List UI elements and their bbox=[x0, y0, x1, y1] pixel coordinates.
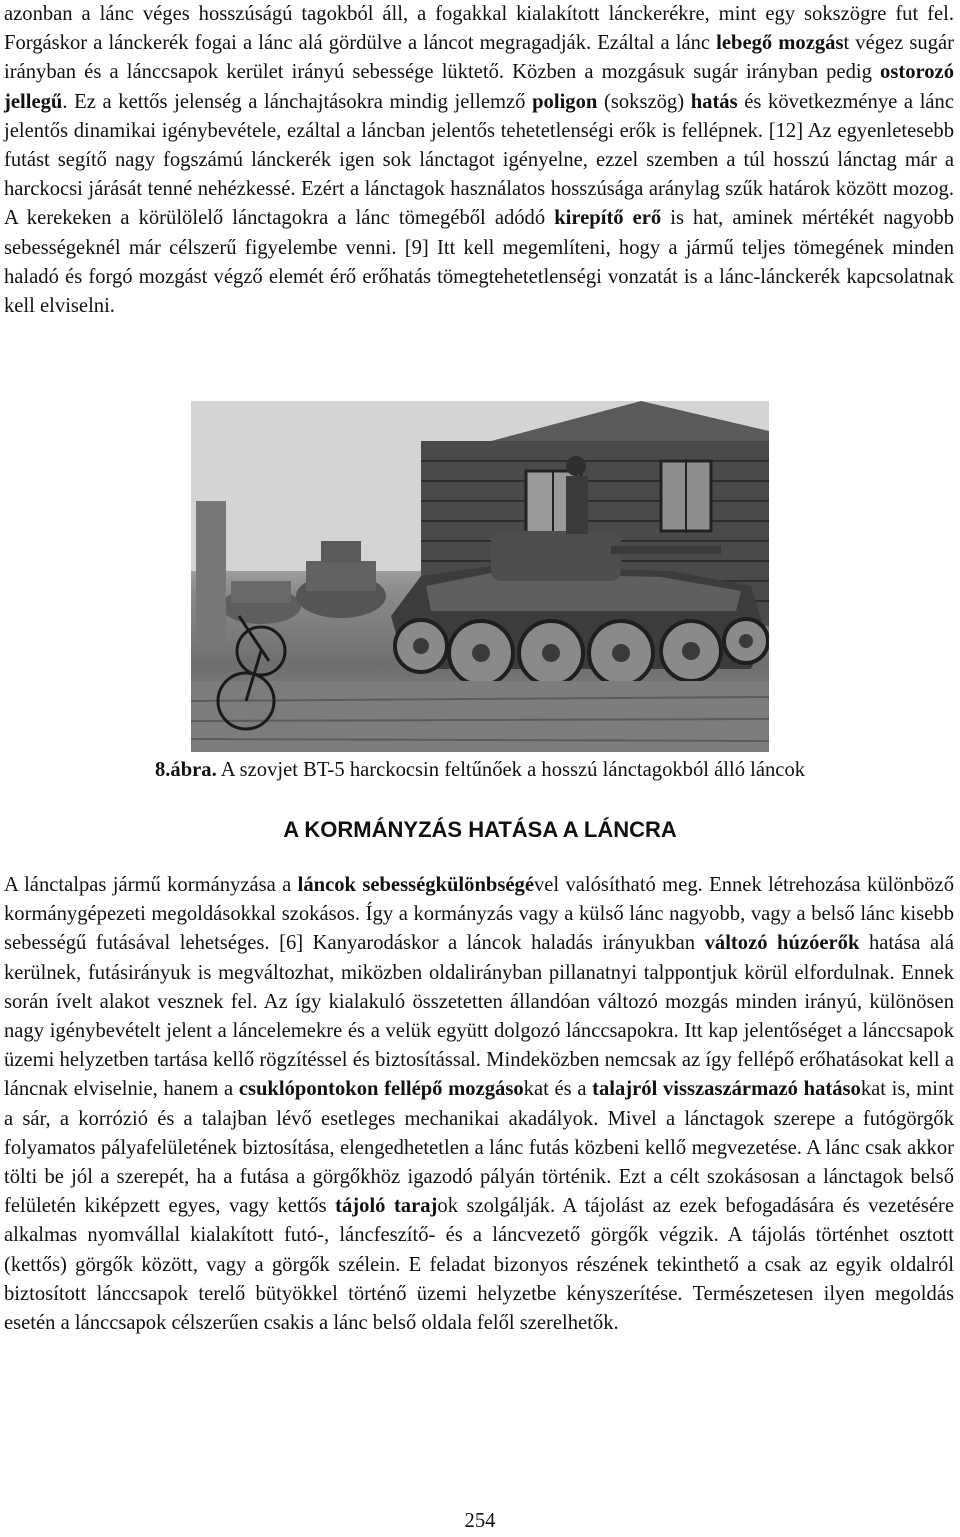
emphasized-term: poligon bbox=[532, 90, 598, 113]
emphasized-term: láncok sebességkülönbségé bbox=[297, 874, 534, 896]
emphasized-term: ostorozó jellegű bbox=[4, 61, 954, 113]
figure-label: 8.ábra. bbox=[154, 759, 217, 781]
section-heading: A KORMÁNYZÁS HATÁSA A LÁNCRA bbox=[283, 817, 677, 842]
figure-photo-bt5-tanks bbox=[191, 401, 769, 752]
text-run: kat is, mint a sár, a korrózió és a talajban lévő esetleges mechanikai akadályok. Mivel a lánctagok szerepe a futógörgők folyamatos pályafelületének biztosítása, elengedhetetlen a lánc futás közbeni kellő megvezetése. A lánc csak akkor tölti be jól a szerepét, ha a futása a görgőkhöz igazodó pályán történik. Ezt a célt szokásosan a lánctagok belső felületén kiképzett egyes, vagy kettős bbox=[4, 1078, 954, 1218]
figure-caption-text: A szovjet BT-5 harckocsin feltűnőek a hosszú lánctagokból álló láncok bbox=[216, 759, 806, 781]
text-run: és következménye a lánc jelentős dinamikai igénybevétele, ezáltal a láncban jelentős tehetetlenségi erők is fellépnek. [12] Az egyenletesebb futást segítő nagy fogszámú lánckerék igen sok lánctagot igényelne, ezzel szemben a túl hosszú lánctag már a harckocsi járását tenné nehézkessé. Ezért a lánctagok használatos hosszúsága aránylag szűk határok között mozog. A kerekeken a körülölelő lánctagokra a lánc tömegéből adódó bbox=[4, 90, 954, 230]
emphasized-term: csuklópontokon fellépő mozgáso bbox=[238, 1078, 524, 1101]
text-run: vel valósítható meg. Ennek létrehozása különböző kormánygépezeti megoldásokkal szokásos. Így a kormányzás vagy a külső lánc nagyobb, vagy a belső lánc kisebb sebességű futásával lehetséges. [6] Kanyarodáskor a láncok haladás irányukban bbox=[4, 874, 954, 955]
text-run: azonban a lánc véges hosszúságú tagokból áll, a fogakkal kialakított lánckerékre, mint egy sokszögre fut fel. Forgáskor a lánckerék fogai a lánc alá gördülve a láncot megragadják. Ezáltal a lánc bbox=[4, 3, 954, 55]
emphasized-term: tájoló taraj bbox=[335, 1195, 438, 1218]
emphasized-term: kirepítő erő bbox=[554, 207, 662, 230]
emphasized-term: hatás bbox=[690, 90, 738, 113]
text-run: A lánctalpas jármű kormányzása a bbox=[4, 874, 298, 896]
photo-illustration bbox=[191, 401, 769, 752]
text-run: ok szolgálják. A tájolást az ezek befogadására és vezetésére alkalmas nyomvállal kialakított futó-, láncfeszítő- és a láncvezető görgők végzik. A tájolás történhet osztott (kettős) görgők között, vagy a görgők szélein. E feladat bizonyos részének tekinthető a csak az egyik oldalról biztosított lánccsapok terelő bütyökkel történő üzemi helyzetbe kényszerítése. Természetesen ilyen megoldás esetén a lánccsapok célszerűen csakis a lánc belső oldala felől szerelhetők. bbox=[4, 1195, 954, 1335]
emphasized-term: lebegő mozgás bbox=[716, 32, 844, 55]
text-run: is hat, aminek mértékét nagyobb sebességeknél már célszerű figyelembe venni. [9] Itt kell megemlíteni, hogy a jármű teljes tömegének minden haladó és forgó mozgást végző elemét érő erőhatás tömegtehetetlenségi vonzatát is a lánc-lánckerék kapcsolatnak kell elviselni. bbox=[4, 207, 955, 318]
text-run: . Ez a kettős jelenség a lánchajtásokra mindig jellemző bbox=[62, 90, 533, 113]
paragraph-2 bbox=[4, 871, 954, 1338]
text-run: t végez sugár irányban és a lánccsapok kerület irányú sebessége lüktető. Közben a mozgásuk sugár irányban pedig bbox=[4, 32, 954, 84]
text-run: kat és a bbox=[523, 1078, 593, 1101]
paragraph-1 bbox=[4, 0, 954, 321]
emphasized-term: talajról visszaszármazó hatáso bbox=[592, 1078, 861, 1101]
emphasized-term: változó húzóerők bbox=[704, 932, 860, 955]
text-run: hatása alá kerülnek, futásirányuk is megváltozhat, miközben oldalirányban pillanatnyi talppontjuk körül elfordulnak. Ennek során ívelt alakot vesznek fel. Az így kialakuló összetetten állandóan változó mozgás minden irányú, különösen nagy igénybevételt jelent a láncelemekre és a velük együtt dolgozó lánccsapokra. Itt kap jelentőséget a lánccsapok üzemi helyzetben tartása kellő rögzítéssel és biztosítással. Mindeközben nemcsak az így fellépő erőhatásokat kell a láncnak elviselnie, hanem a bbox=[4, 932, 954, 1101]
figure-caption bbox=[0, 756, 960, 785]
text-run: (sokszög) bbox=[597, 90, 691, 113]
page-number: 254 bbox=[464, 1510, 496, 1532]
